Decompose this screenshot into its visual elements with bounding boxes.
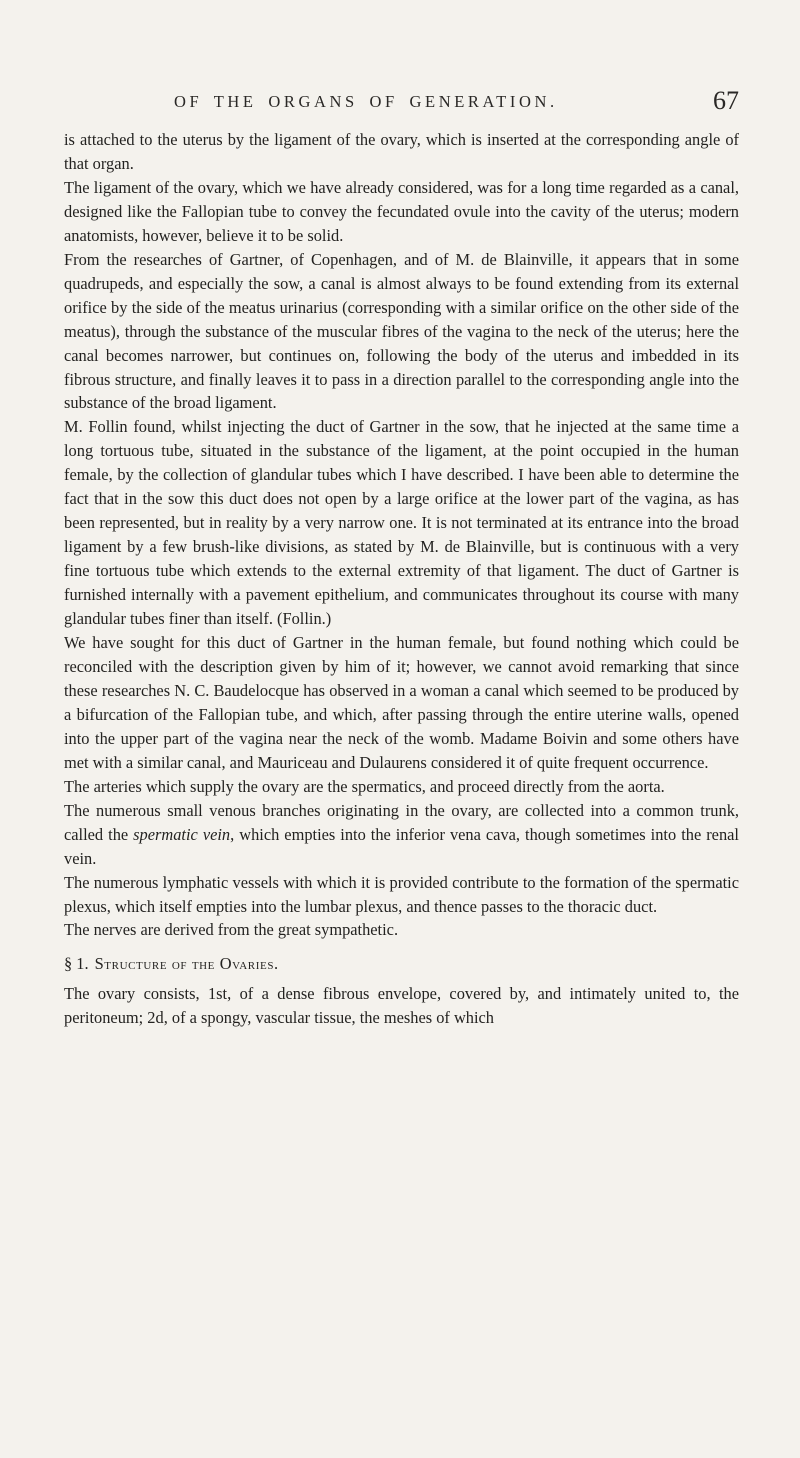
text-run: The numerous small venous branches originating in the ovary, are collected into a common trunk, called the [64,800,739,844]
running-title: OF THE ORGANS OF GENERATION. [174,92,558,111]
paragraph: The ligament of the ovary, which we have already considered, was for a long time regarded as a canal, designed like the Fallopian tube to convey the fecundated ovule into the cavity of the uterus; modern anatomists, however, believe it to be solid. [64,177,739,245]
paragraph: From the researches of Gartner, of Copenhagen, and of M. de Blainville, it appears that in some quadrupeds, and especially the sow, a canal is almost always to be found extending from its external orifice by the side of the meatus urinarius (corresponding with a similar orifice on the other side of the meatus), through the substance of the muscular fibres of the vagina to the neck of the uterus; here the canal becomes narrower, but continues on, following the body of the uterus and imbedded in its fibrous structure, and finally leaves it to pass in a direction parallel to the corresponding angle into the substance of the broad ligament. [64,249,739,413]
section-heading [64,952,739,976]
section-title: Structure of the Ovaries. [94,954,279,974]
page-number: 67 [713,86,739,115]
paragraph: M. Follin found, whilst injecting the duct of Gartner in the sow, that he injected at the same time a long tortuous tube, situated in the substance of the ligament, at the point occupied in the human female, by the collection of glandular tubes which I have described. I have been able to determine the fact that in the sow this duct does not open by a large orifice at the lower part of the vagina, as has been represented, but in reality by a very narrow one. It is not terminated at its entrance into the broad ligament by a few brush-like divisions, as stated by M. de Blainville, but is continuous with a very fine tortuous tube which extends to the external extremity of that ligament. The duct of Gartner is furnished internally with a pavement epithelium, and communicates throughout its course with many glandular tubes finer than itself. (Follin.) [64,417,739,629]
paragraph: We have sought for this duct of Gartner in the human female, but found nothing which could be reconciled with the description given by him of it; however, we cannot avoid remarking that since these researches N. C. Baudelocque has observed in a woman a canal which seemed to be produced by a bifurcation of the Fallopian tube, and which, after passing through the entire uterine walls, opened into the upper part of the vagina near the neck of the womb. Madame Boivin and some others have met with a similar canal, and Mauriceau and Dulaurens considered it of quite frequent occurrence. [64,633,739,772]
section-number: § 1. [64,954,89,974]
body-text [64,128,739,1030]
paragraph: The arteries which supply the ovary are the spermatics, and proceed directly from the aorta. [64,776,665,796]
text-run: , which empties into the inferior vena cava, though sometimes into the renal vein. [64,824,739,868]
italic-term: spermatic vein [133,824,231,844]
paragraph: The nerves are derived from the great sympathetic. [64,920,399,940]
paragraph: The ovary consists, 1st, of a dense fibrous envelope, covered by, and intimately united to, the peritoneum; 2d, of a spongy, vascular tissue, the meshes of which [64,984,739,1028]
book-page [0,86,800,1458]
running-head [64,86,739,122]
paragraph-venous [64,799,739,871]
paragraph: The numerous lymphatic vessels with which it is provided contribute to the formation of the spermatic plexus, which itself empties into the lumbar plexus, and thence passes to the thoracic duct. [64,872,739,916]
paragraph: is attached to the uterus by the ligament of the ovary, which is inserted at the corresponding angle of that organ. [64,130,739,173]
